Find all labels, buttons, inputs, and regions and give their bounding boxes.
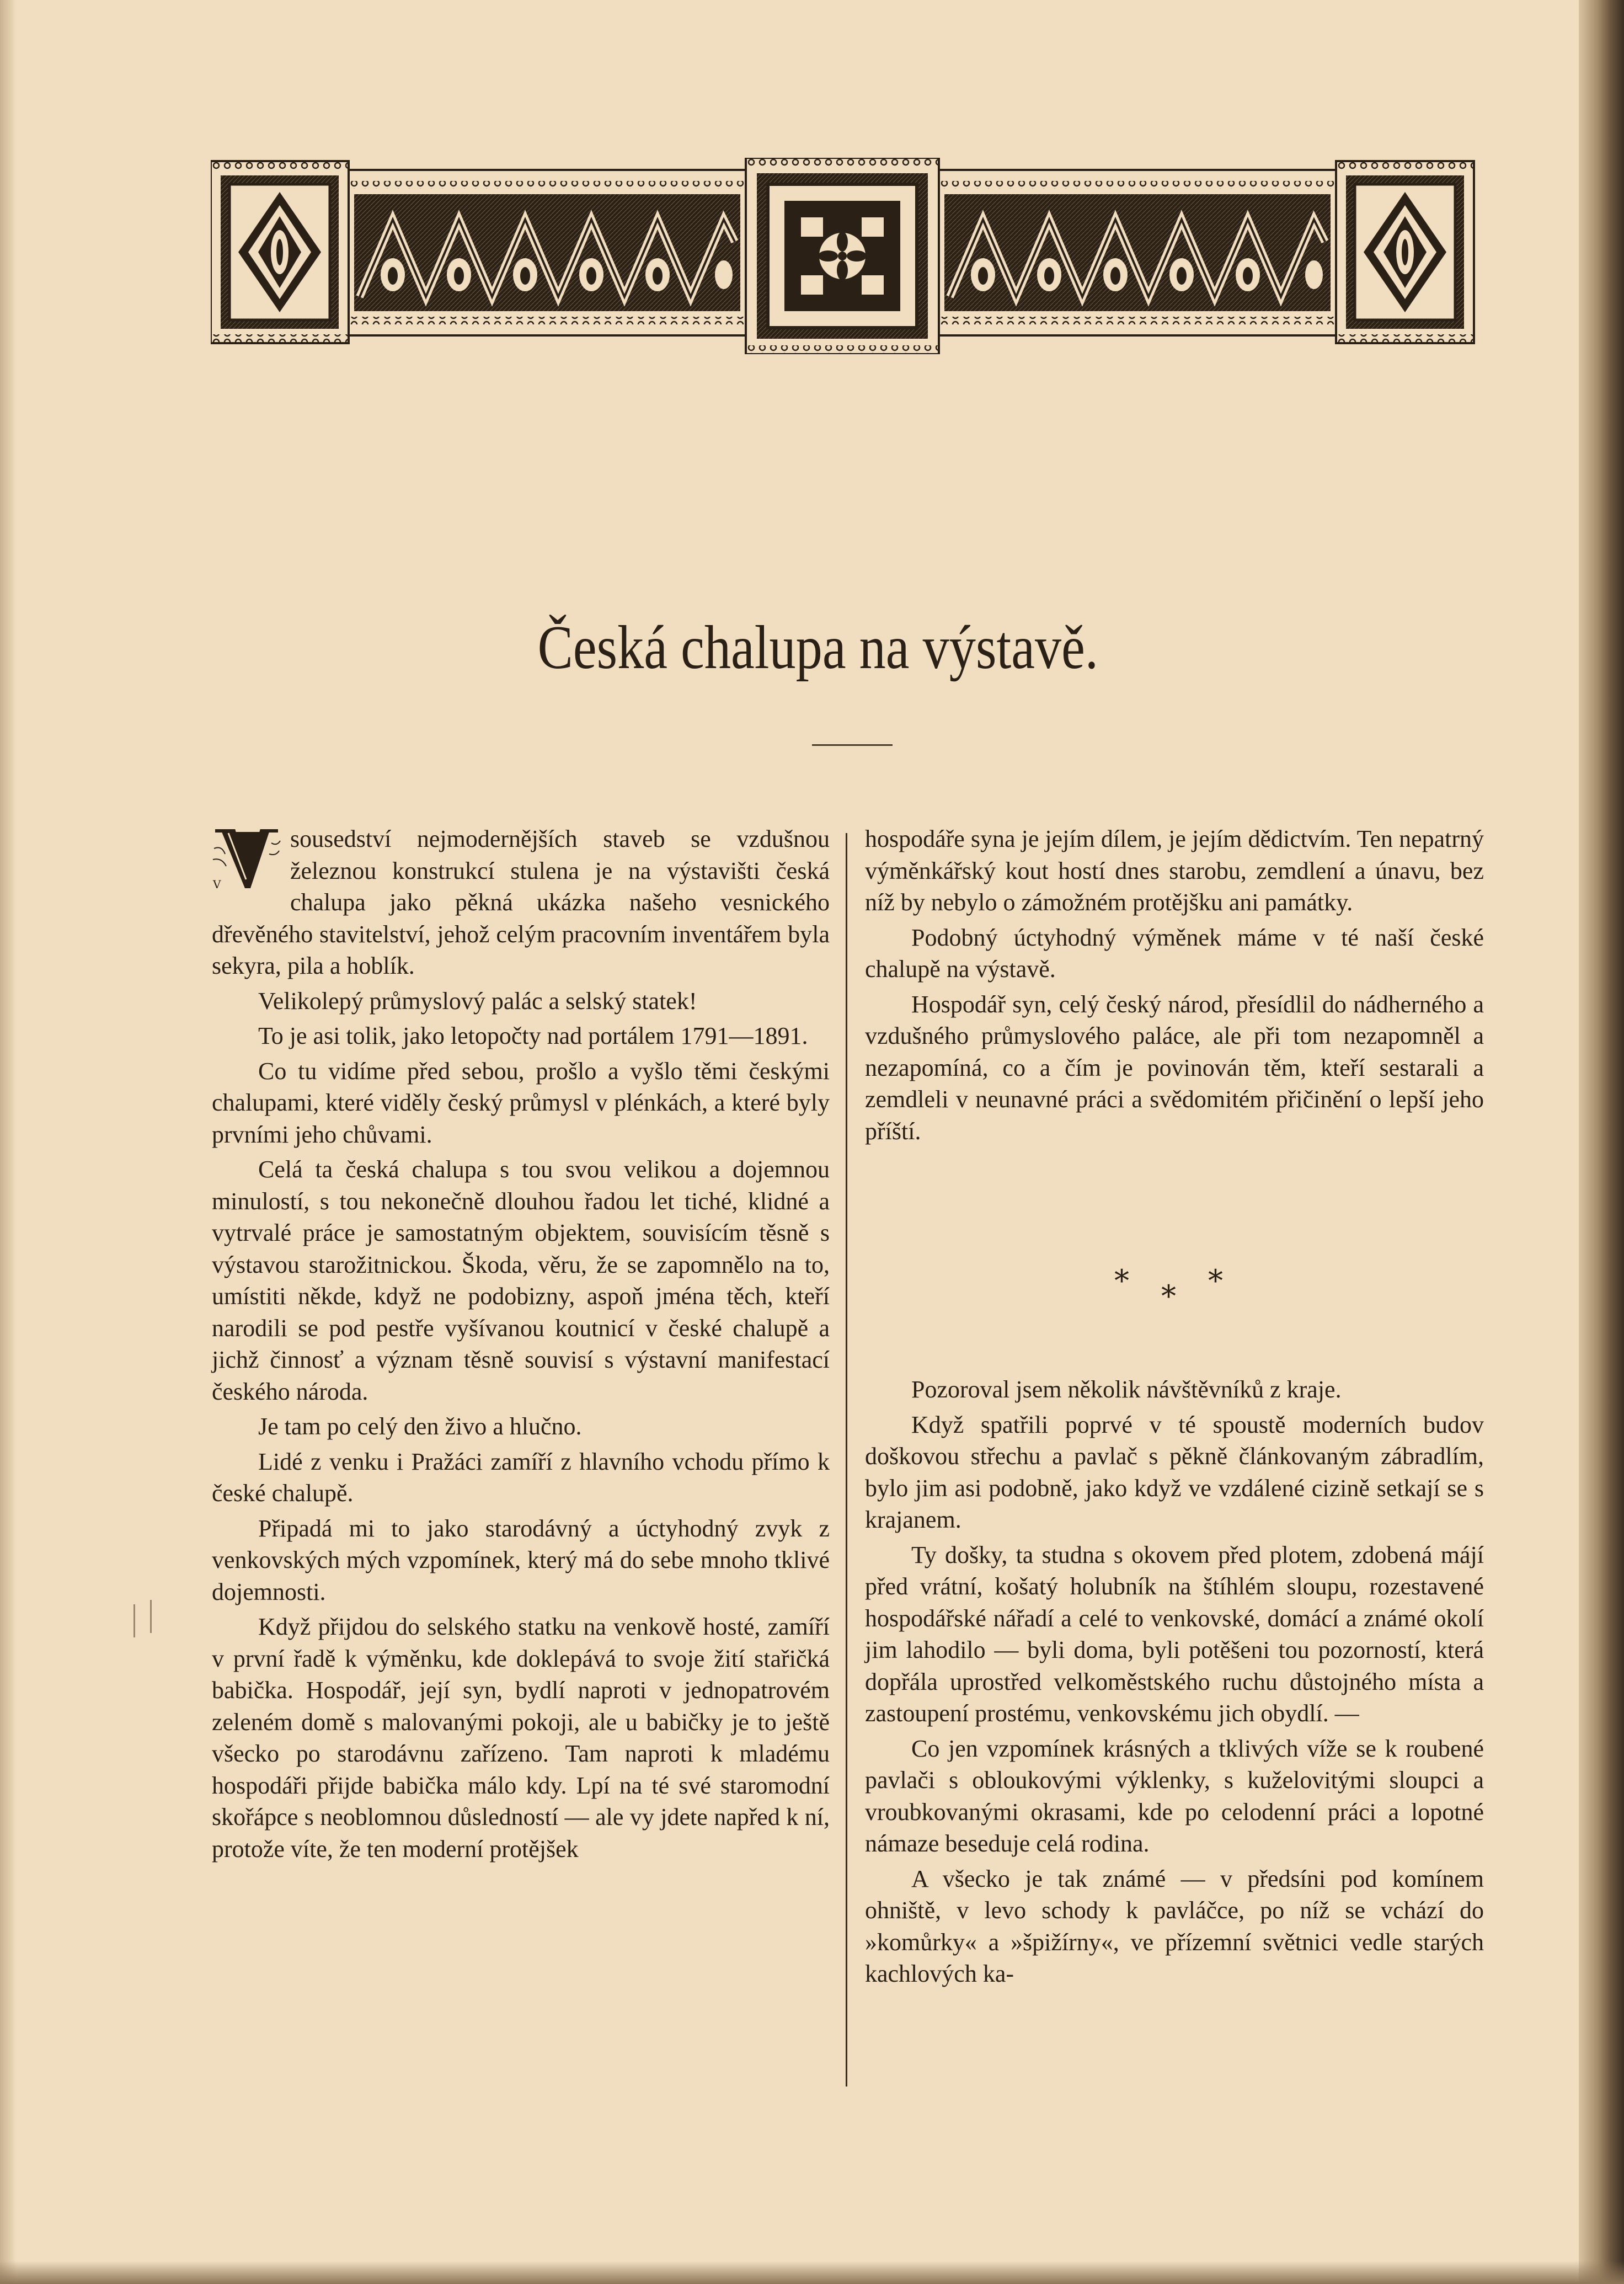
paragraph: Hospodář syn, celý český národ, přesídlil do nádherného a vzdušného průmyslového paláce, ale při tom nezapomněl a nezapomíná, co a čím je povinován těm, kteří sestarali a zemdleli v neunavné práci a svědomitém přičinění o lepší jeho příští. bbox=[865, 990, 1484, 1145]
title-rule bbox=[812, 744, 893, 746]
paragraph: Celá ta česká chalupa s tou svou velikou a dojemnou minulostí, s tou nekonečně dlouhou řadou let tiché, klidné a vytrvalé práce je samostatným objektem, souvisícím těsně s výstavou starožitnickou. Škoda, věru, že se zapomnělo na to, umístiti někde, když ne podobizny, aspoň jména těch, kteří narodili se pod pestře vyšívanou koutnicí v české chalupě a jichž činnosť a význam těsně souvisí s výstavní manifestací českého národa. bbox=[212, 1156, 830, 1405]
asterisk: * bbox=[1161, 1279, 1176, 1314]
page-title: Česká chalupa na výstavě. bbox=[537, 613, 1098, 682]
paragraph: Ty došky, ta studna s okovem před plotem, zdobená májí před vrátní, košatý holubník na štíhlém sloupu, rozestavené hospodářské nářadí a celé to venkovské, domácí a známé okolí jim lahodilo — byli doma, byli potěšeni tou pozorností, která dopřála uprostřed velkoměstského ruchu důstojného místa a zastoupení prostému, venkovskému jich obydlí. — bbox=[865, 1541, 1484, 1727]
paragraph: Lidé z venku i Pražáci zamíří z hlavního vchodu přímo k české chalupě. bbox=[212, 1448, 830, 1507]
dropcap-letter: V bbox=[213, 878, 221, 891]
page-gutter-shadow bbox=[0, 0, 17, 2284]
asterisk: * bbox=[1208, 1263, 1223, 1298]
page-edge bbox=[1579, 0, 1624, 2284]
paragraph: hospodáře syna je jejím dílem, je jejím dědictvím. Ten nepatrný výměnkářský kout hostí dnes starobu, zemdlení a únavu, bez níž by nebylo o zámožném protějšku ani památky. bbox=[865, 825, 1484, 916]
paragraph: To je asi tolik, jako letopočty nad portálem 1791—1891. bbox=[258, 1022, 808, 1049]
paragraph: Je tam po celý den živo a hlučno. bbox=[258, 1413, 582, 1440]
paragraph: Když spatřili poprvé v té spoustě moderních budov doškovou střechu a pavlač s pěkně článkovaným zábradlím, bylo jim asi podobně, jako když ve vzdálené cizině setkají se s krajanem. bbox=[865, 1411, 1484, 1533]
paragraph: Podobný úctyhodný výměnek máme v té naší české chalupě na výstavě. bbox=[865, 924, 1484, 983]
paragraph: Velikolepý průmyslový palác a selský statek! bbox=[258, 987, 697, 1015]
paragraph: Připadá mi to jako starodávný a úctyhodný zvyk z venkovských mých vzpomínek, který má do sebe mnoho tklivé dojemnosti. bbox=[212, 1514, 830, 1605]
page-bottom-edge bbox=[0, 2261, 1624, 2284]
paragraph: Co tu vidíme před sebou, prošlo a vyšlo těmi českými chalupami, které viděly český průmysl v plénkách, a které byly prvními jeho chůvami. bbox=[212, 1057, 830, 1148]
paragraph-text: sousedství nejmodernějších staveb se vzdušnou železnou konstrukcí stulena je na výstavišti česká chalupa jako pěkná ukázka našeho vesnického dřevěného stavitelství, jehož celým pracovním inventářem byla sekyra, pila a hoblík. bbox=[212, 825, 830, 979]
paragraph: Pozoroval jsem několik návštěvníků z kraje. bbox=[911, 1376, 1342, 1403]
margin-marks bbox=[133, 1604, 167, 1648]
right-column bbox=[865, 823, 1484, 1147]
column-divider bbox=[846, 833, 847, 2086]
paragraph: Co jen vzpomínek krásných a tklivých víže se k roubené pavlači s obloukovými výklenky, s kuželovitými sloupci a vroubkovanými okrasami, kde po celodenní práci a lopotné námaze beseduje celá rodina. bbox=[865, 1735, 1484, 1857]
section-separator bbox=[1103, 1263, 1236, 1314]
paragraph bbox=[212, 823, 830, 982]
paragraph: A všecko je tak známé — v předsíni pod komínem ohniště, v levo schody k pavláčce, po níž se vchází do »komůrky« a »špižírny«, ve přízemní světnici vedle starých kachlových ka- bbox=[865, 1865, 1484, 1987]
paragraph: Když přijdou do selského statku na venkově hosté, zamíří v první řadě k výměnku, kde doklepává to svoje žití stařičká babička. Hospodář, její syn, bydlí naproti v jednopatrovém zeleném domě s malovanými pokoji, ale u babičky je to ještě všecko po starodávnu zařízeno. Tam naproti k mladému hospodáři přijde babička málo kdy. Lpí na té své staromodní skořápce s neoblomnou důsledností — ale vy jdete napřed k ní, protože víte, že ten moderní protějšek bbox=[212, 1613, 830, 1863]
left-column bbox=[212, 823, 830, 1865]
asterisk: * bbox=[1114, 1263, 1129, 1298]
header-ornament bbox=[211, 158, 1502, 354]
right-column-section-2 bbox=[865, 1374, 1484, 1990]
dropcap bbox=[212, 826, 282, 892]
